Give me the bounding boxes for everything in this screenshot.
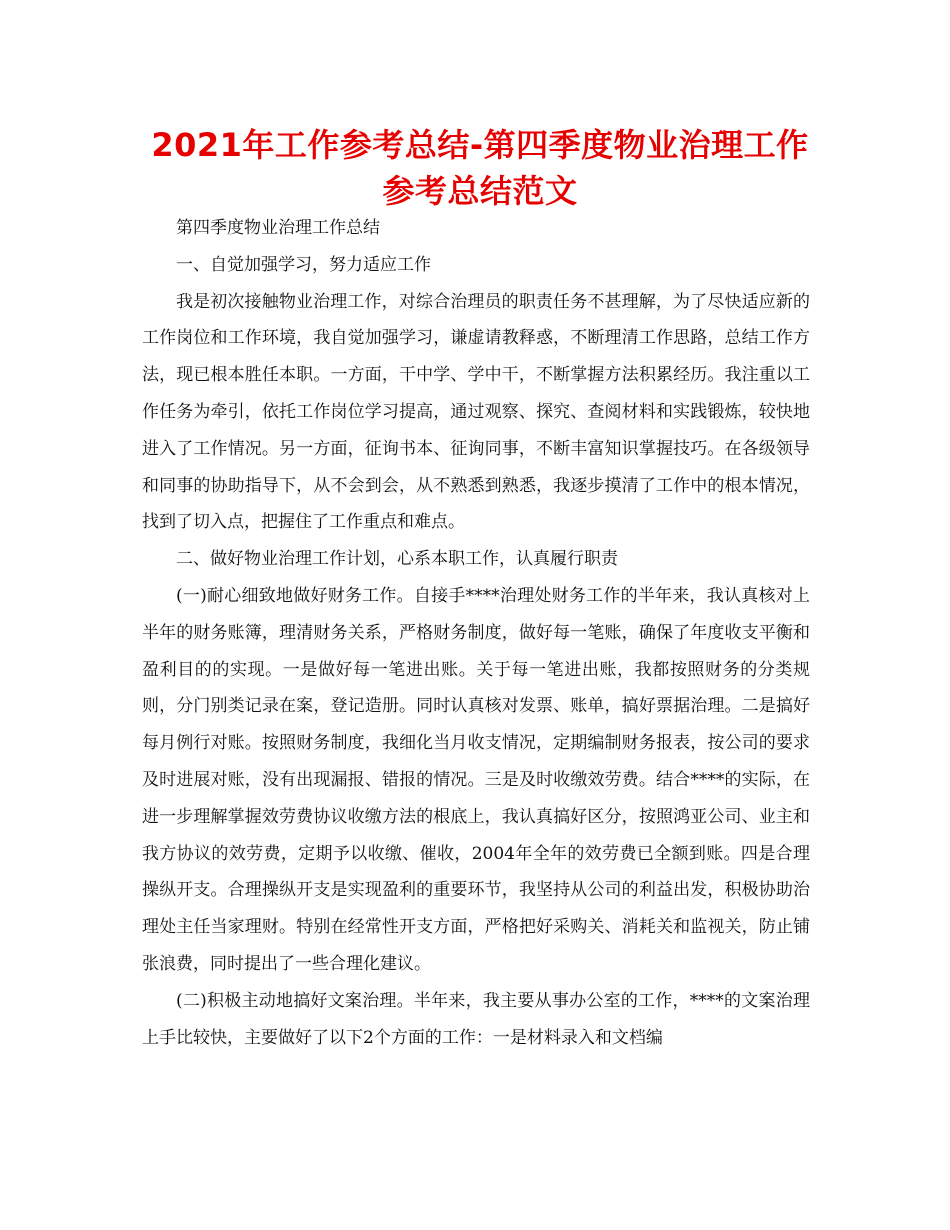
section-heading: 第四季度物业治理工作总结 [176,218,380,238]
document-body [142,210,810,1056]
subsection-heading: 二、做好物业治理工作计划，心系本职工作，认真履行职责 [176,549,618,570]
body-paragraph: (二)积极主动地搞好文案治理。半年来，我主要从事办公室的工作，****的文案治理上手比较快，主要做好了以下2个方面的工作：一是材料录入和文档编 [142,990,810,1048]
document-title: 2021年工作参考总结-第四季度物业治理工作参考总结范文 [151,126,809,210]
body-paragraph: (一)耐心细致地做好财务工作。自接手****治理处财务工作的半年来，我认真核对上半年的财务账簿，理清财务关系，严格财务制度，做好每一笔账，确保了年度收支平衡和盈利目的的实现。一是做好每一笔进出账。关于每一笔进出账，我都按照财务的分类规则，分门别类记录在案，登记造册。同时认真核对发票、账单，搞好票据治理。二是搞好每月例行对账。按照财务制度，我细化当月收支情况，定期编制财务报表，按公司的要求及时进展对账，没有出现漏报、错报的情况。三是及时收缴效劳费。结合****的实际，在进一步理解掌握效劳费协议收缴方法的根底上，我认真搞好区分，按照鸿亚公司、业主和我方协议的效劳费，定期予以收缴、催收，2004年全年的效劳费已全额到账。四是合理操纵开支。合理操纵开支是实现盈利的重要环节，我坚持从公司的利益出发，积极协助治理处主任当家理财。特别在经常性开支方面，严格把好采购关、消耗关和监视关，防止铺张浪费，同时提出了一些合理化建议。 [142,585,810,974]
body-paragraph: 我是初次接触物业治理工作，对综合治理员的职责任务不甚理解，为了尽快适应新的工作岗位和工作环境，我自觉加强学习，谦虚请教释惑，不断理清工作思路，总结工作方法，现已根本胜任本职。一方面，干中学、学中干，不断掌握方法积累经历。我注重以工作任务为牵引，依托工作岗位学习提高，通过观察、探究、查阅材料和实践锻炼，较快地进入了工作情况。另一方面，征询书本、征询同事，不断丰富知识掌握技巧。在各级领导和同事的协助指导下，从不会到会，从不熟悉到熟悉，我逐步摸清了工作中的根本情况，找到了切入点，把握住了工作重点和难点。 [142,291,810,533]
subsection-heading: 一、自觉加强学习，努力适应工作 [176,254,431,275]
